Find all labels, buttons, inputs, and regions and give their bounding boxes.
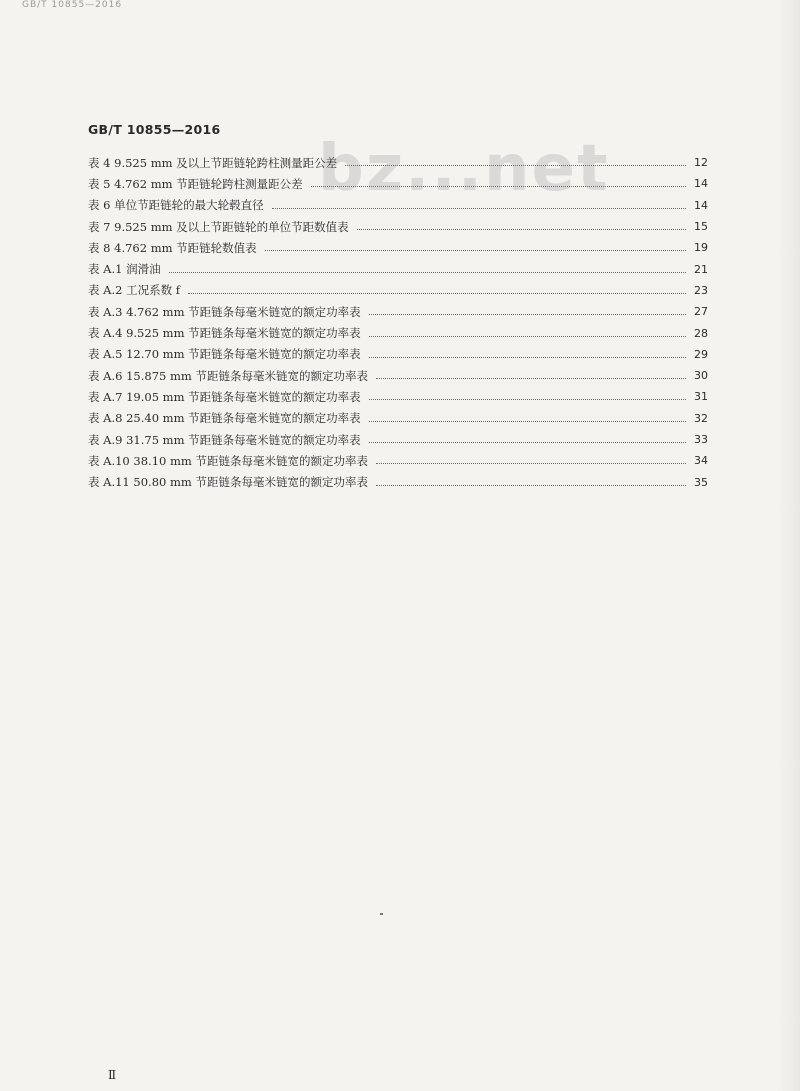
- toc-dot-leader: [357, 221, 686, 230]
- toc-entry[interactable]: [88, 173, 708, 194]
- toc-entry[interactable]: [88, 152, 708, 173]
- toc-dot-leader: [369, 349, 686, 358]
- toc-entry-title: 表 A.3 4.762 mm 节距链条每毫米链宽的额定功率表: [88, 304, 361, 319]
- toc-dot-leader: [376, 370, 686, 379]
- toc-dot-leader: [369, 306, 686, 315]
- toc-dot-leader: [376, 455, 686, 464]
- toc-entry-page: 30: [694, 369, 708, 383]
- toc-entry-title: 表 5 4.762 mm 节距链轮跨柱测量距公差: [88, 176, 303, 191]
- toc-dot-leader: [369, 413, 686, 422]
- toc-entry-title: 表 8 4.762 mm 节距链轮数值表: [88, 240, 257, 255]
- toc-entry-page: 29: [694, 347, 708, 361]
- toc-entry-title: 表 A.5 12.70 mm 节距链条每毫米链宽的额定功率表: [88, 347, 361, 362]
- toc-entry-page: 14: [694, 177, 708, 191]
- toc-entry[interactable]: [88, 195, 708, 216]
- toc-dot-leader: [188, 285, 686, 294]
- toc-entry-page: 19: [694, 241, 708, 255]
- toc-entry[interactable]: [88, 450, 708, 471]
- standard-number: GB/T 10855—2016: [88, 122, 221, 137]
- toc-entry[interactable]: [88, 429, 708, 450]
- toc-dot-leader: [369, 391, 686, 400]
- toc-entry-page: 21: [694, 262, 708, 276]
- toc-entry[interactable]: [88, 301, 708, 322]
- toc-dot-leader: [272, 200, 686, 209]
- toc-entry-title: 表 A.2 工况系数 f: [88, 283, 180, 298]
- toc-entry-page: 35: [694, 475, 708, 489]
- toc-dot-leader: [169, 264, 686, 273]
- toc-entry-title: 表 A.10 38.10 mm 节距链条每毫米链宽的额定功率表: [88, 453, 368, 468]
- toc-list: [88, 152, 708, 493]
- toc-entry-title: 表 A.9 31.75 mm 节距链条每毫米链宽的额定功率表: [88, 432, 361, 447]
- toc-dot-leader: [369, 328, 686, 337]
- scan-header: GB/T 10855—2016: [22, 0, 123, 10]
- toc-entry-page: 15: [694, 220, 708, 234]
- toc-entry-page: 27: [694, 305, 708, 319]
- toc-entry-page: 23: [694, 283, 708, 297]
- toc-entry-page: 12: [694, 156, 708, 170]
- watermark: bz...net: [318, 132, 610, 206]
- page-number: Ⅱ: [108, 1068, 117, 1082]
- toc-entry-title: 表 7 9.525 mm 及以上节距链轮的单位节距数值表: [88, 219, 349, 234]
- toc-entry-title: 表 A.7 19.05 mm 节距链条每毫米链宽的额定功率表: [88, 389, 361, 404]
- toc-entry-title: 表 A.1 润滑油: [88, 262, 161, 277]
- toc-entry-title: 表 A.4 9.525 mm 节距链条每毫米链宽的额定功率表: [88, 326, 361, 341]
- toc-entry-page: 33: [694, 433, 708, 446]
- toc-entry[interactable]: [88, 237, 708, 258]
- toc-entry-page: 32: [694, 411, 708, 425]
- toc-entry-title: 表 4 9.525 mm 及以上节距链轮跨柱测量距公差: [88, 155, 338, 170]
- toc-entry[interactable]: [88, 216, 708, 237]
- toc-dot-leader: [265, 242, 686, 251]
- toc-entry-title: 表 A.11 50.80 mm 节距链条每毫米链宽的额定功率表: [88, 475, 368, 490]
- toc-entry[interactable]: [88, 280, 708, 301]
- toc-entry[interactable]: [88, 471, 708, 492]
- scan-speck: [380, 913, 383, 915]
- toc-entry-title: 表 A.6 15.875 mm 节距链条每毫米链宽的额定功率表: [88, 368, 368, 383]
- toc-entry-page: 34: [694, 454, 708, 468]
- toc-entry[interactable]: [88, 386, 708, 407]
- toc-entry-page: 28: [694, 326, 708, 340]
- toc-entry[interactable]: [88, 344, 708, 365]
- toc-entry-title: 表 6 单位节距链轮的最大轮毂直径: [88, 198, 264, 213]
- toc-entry[interactable]: [88, 322, 708, 343]
- toc-entry-page: 31: [694, 390, 708, 404]
- toc-dot-leader: [311, 178, 686, 187]
- toc-entry-title: 表 A.8 25.40 mm 节距链条每毫米链宽的额定功率表: [88, 411, 361, 426]
- toc-dot-leader: [376, 477, 686, 486]
- toc-entry-page: 14: [694, 198, 708, 212]
- toc-entry[interactable]: [88, 408, 708, 429]
- toc-entry[interactable]: [88, 258, 708, 279]
- toc-dot-leader: [369, 434, 686, 443]
- toc-entry[interactable]: [88, 365, 708, 386]
- toc-dot-leader: [345, 157, 686, 166]
- page-edge-shadow: [778, 0, 800, 1091]
